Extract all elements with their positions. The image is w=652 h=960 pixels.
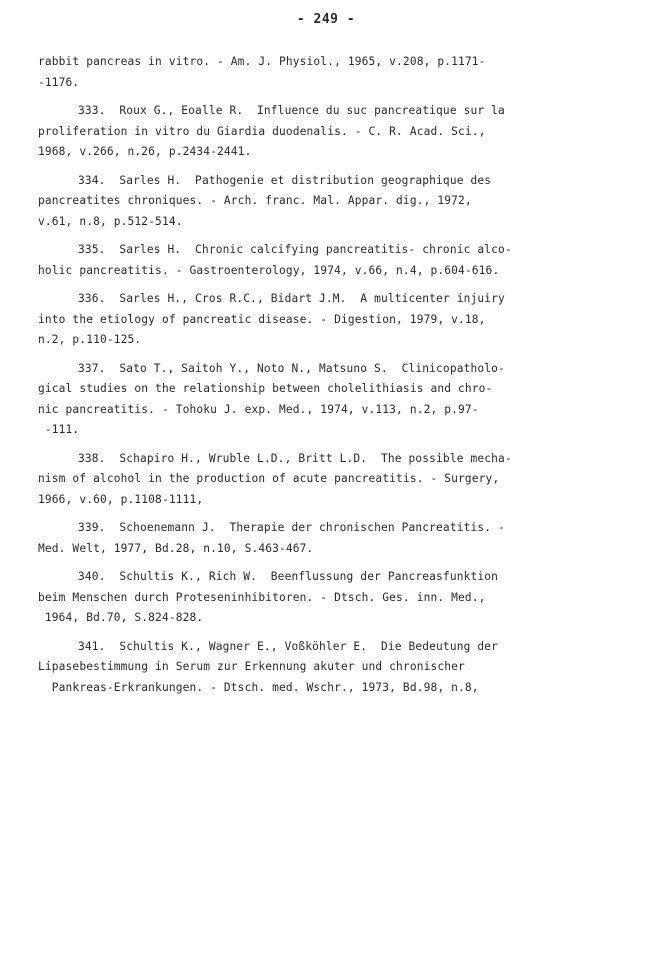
reference-line: beim Menschen durch Proteseninhibitoren. - Dtsch. Ges. inn. Med., (38, 590, 486, 604)
reference-list (38, 52, 628, 706)
reference-entry (38, 637, 628, 699)
reference-entry (38, 567, 628, 629)
reference-line: -1176. (38, 75, 80, 89)
reference-line: 333. Roux G., Eoalle R. Influence du suc pancreatique sur la (78, 104, 505, 117)
reference-entry (38, 101, 628, 163)
reference-line: v.61, n.8, p.512-514. (38, 214, 183, 228)
reference-line: pancreatites chroniques. - Arch. franc. Mal. Appar. dig., 1972, (38, 194, 472, 207)
reference-entry (38, 359, 628, 441)
reference-line: into the etiology of pancreatic disease. - Digestion, 1979, v.18, (38, 312, 486, 326)
reference-line: Med. Welt, 1977, Bd.28, n.10, S.463-467. (38, 541, 314, 555)
reference-entry (38, 52, 628, 93)
reference-line: holic pancreatitis. - Gastroenterology, 1974, v.66, n.4, p.604-616. (38, 263, 500, 277)
reference-line: rabbit pancreas in vitro. - Am. J. Physiol., 1965, v.208, p.1171- (38, 55, 486, 68)
reference-line: 335. Sarles H. Chronic calcifying pancreatitis- chronic alco- (78, 243, 512, 256)
reference-line: -111. (38, 423, 80, 436)
reference-line: 339. Schoenemann J. Therapie der chronischen Pancreatitis. - (78, 521, 505, 534)
reference-line: nic pancreatitis. - Tohoku J. exp. Med., 1974, v.113, n.2, p.97- (38, 402, 479, 416)
reference-line: n.2, p.110-125. (38, 333, 142, 346)
reference-entry (38, 289, 628, 351)
reference-line: 334. Sarles H. Pathogenie et distribution geographique des (78, 173, 492, 187)
reference-line: gical studies on the relationship between cholelithiasis and chro- (38, 382, 493, 395)
reference-line: 336. Sarles H., Cros R.C., Bidart J.M. A multicenter injuiry (78, 292, 505, 305)
reference-line: 337. Sato T., Saitoh Y., Noto N., Matsuno S. Clinicopatholo- (78, 361, 505, 375)
reference-line: 1968, v.266, n.26, p.2434-2441. (38, 145, 252, 158)
reference-entry (38, 518, 628, 559)
reference-line: proliferation in vitro du Giardia duodenalis. - C. R. Acad. Sci., (38, 124, 486, 138)
reference-line: nism of alcohol in the production of acute pancreatitis. - Surgery, (38, 472, 500, 485)
reference-line: 338. Schapiro H., Wruble L.D., Britt L.D. The possible mecha- (78, 451, 512, 465)
reference-line: Pankreas-Erkrankungen. - Dtsch. med. Wschr., 1973, Bd.98, n.8, (38, 680, 479, 694)
reference-line: 340. Schultis K., Rich W. Beenflussung der Pancreasfunktion (78, 570, 499, 583)
reference-entry (38, 449, 628, 511)
reference-line: 1966, v.60, p.1108-1111, (38, 492, 204, 506)
reference-entry (38, 240, 628, 281)
reference-line: Lipasebestimmung in Serum zur Erkennung akuter und chronischer (38, 660, 465, 673)
reference-line: 1964, Bd.70, S.824-828. (38, 611, 204, 624)
reference-entry (38, 171, 628, 233)
page-number: - 249 - (296, 12, 356, 27)
reference-line: 341. Schultis K., Wagner E., Voßköhler E. Die Bedeutung der (78, 639, 499, 653)
